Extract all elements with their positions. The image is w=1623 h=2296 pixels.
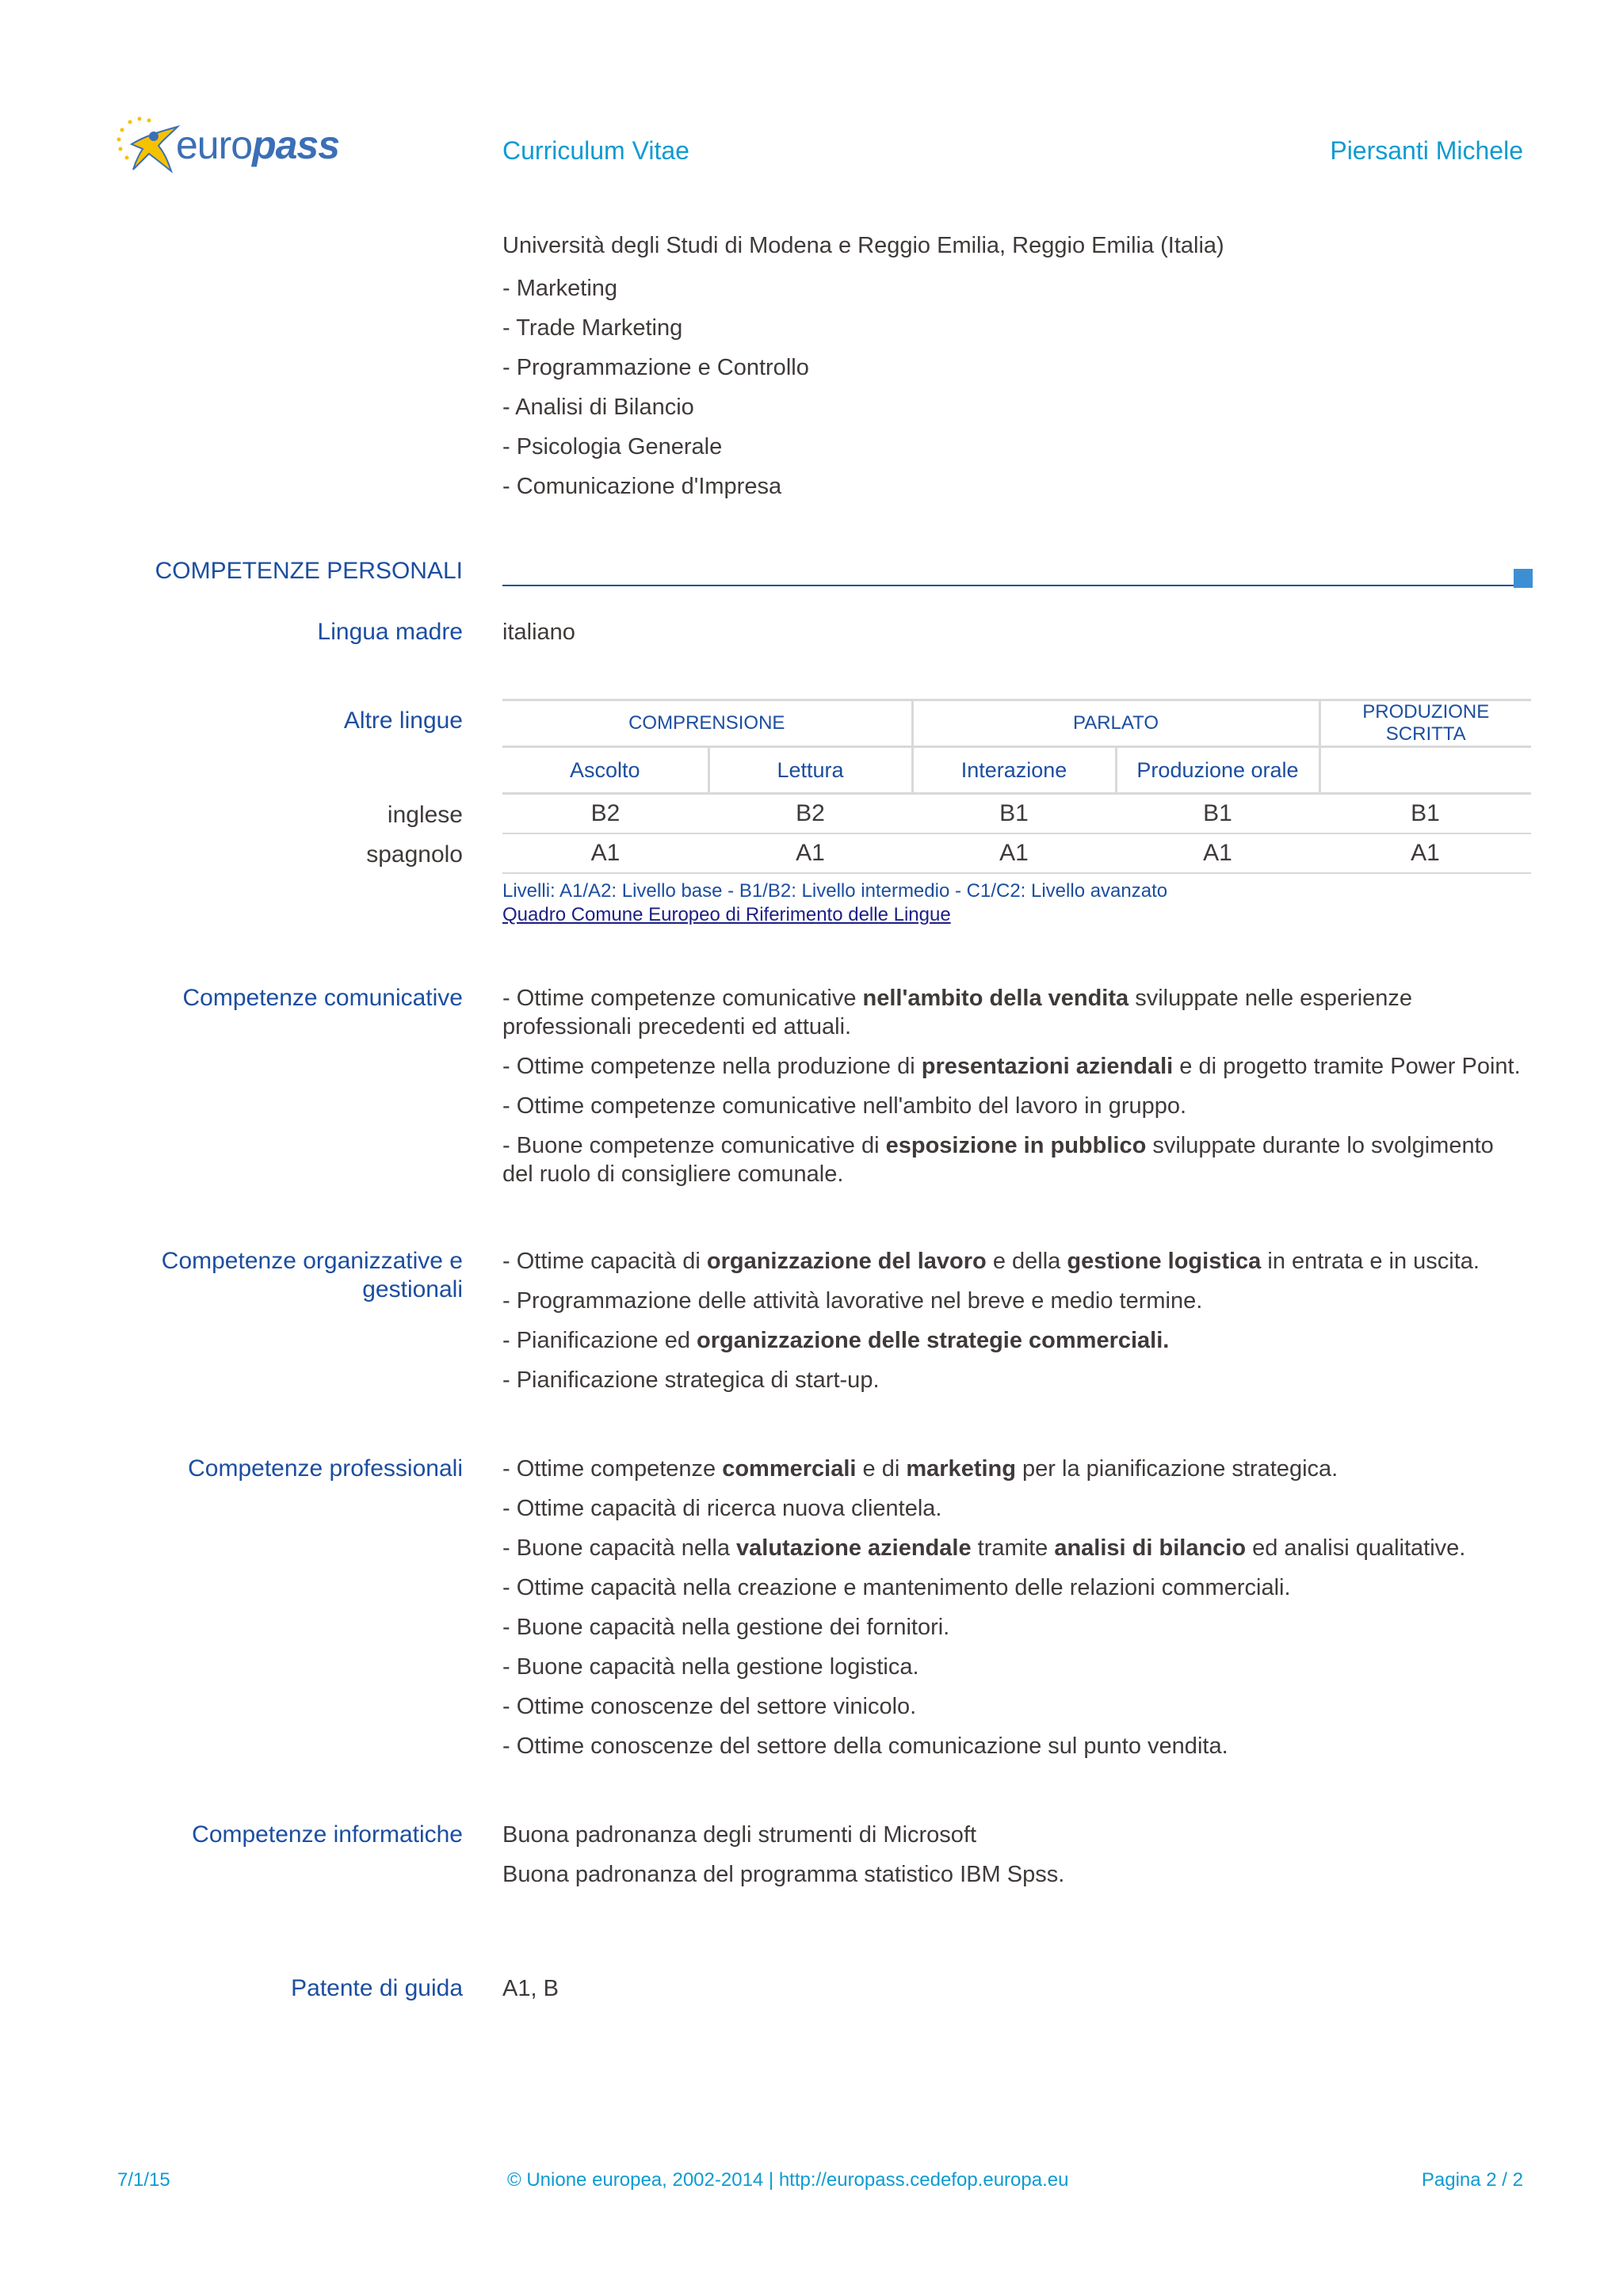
table-row [502, 794, 1531, 834]
table-row [502, 833, 1531, 873]
list-item: - Buone capacità nella gestione logistica. [502, 1654, 919, 1680]
header-writing: PRODUZIONE SCRITTA [1319, 700, 1531, 747]
europass-logo [113, 113, 350, 184]
section-marker [1514, 569, 1533, 588]
license-label: Patente di guida [291, 1975, 463, 2001]
levels-legend [502, 879, 1167, 927]
education-institution: Università degli Studi di Modena e Reggio Emilia, Reggio Emilia (Italia) [502, 233, 1224, 258]
list-item: - Ottime competenze comunicative nell'ambito del lavoro in gruppo. [502, 1093, 1187, 1119]
subheader-interaction: Interazione [912, 747, 1116, 794]
footer-date: 7/1/15 [117, 2169, 170, 2191]
levels-note: Livelli: A1/A2: Livello base - B1/B2: Livello intermedio - C1/C2: Livello avanzato [502, 880, 1168, 902]
subheader-listening: Ascolto [502, 747, 708, 794]
cefr-link[interactable]: Quadro Comune Europeo di Riferimento delle Lingue [502, 904, 951, 925]
header-speaking: PARLATO [912, 700, 1319, 747]
subject-item: - Trade Marketing [502, 315, 683, 341]
list-item: - Ottime competenze comunicative nell'ambito della vendita sviluppate nelle esperienze professionali precedenti ed attuali. [502, 986, 1413, 1039]
subject-item: - Marketing [502, 276, 618, 301]
subheader-reading: Lettura [708, 747, 912, 794]
mother-tongue-value: italiano [502, 620, 575, 645]
communication-label: Competenze comunicative [182, 985, 463, 1011]
list-item: - Ottime conoscenze del settore vinicolo. [502, 1694, 917, 1719]
organization-block [502, 1247, 1529, 1405]
list-item: - Ottime capacità di ricerca nuova clientela. [502, 1496, 942, 1521]
level-cell: B2 [502, 794, 708, 834]
level-cell: A1 [912, 833, 1116, 873]
list-item: - Ottime capacità nella creazione e mantenimento delle relazioni commerciali. [502, 1575, 1291, 1600]
list-item: Buona padronanza degli strumenti di Microsoft [502, 1822, 977, 1848]
language-table [502, 699, 1531, 874]
list-item: - Ottime conoscenze del settore della comunicazione sul punto vendita. [502, 1733, 1228, 1759]
candidate-name: Piersanti Michele [1330, 136, 1523, 165]
mother-tongue-label: Lingua madre [317, 619, 463, 645]
subheader-oral-production: Produzione orale [1116, 747, 1319, 794]
level-cell: A1 [1116, 833, 1319, 873]
subject-item: - Psicologia Generale [502, 434, 723, 460]
subheader-empty [1319, 747, 1531, 794]
level-cell: A1 [502, 833, 708, 873]
it-skills-block [502, 1821, 1529, 1900]
list-item: - Pianificazione ed organizzazione delle strategie commerciali. [502, 1328, 1170, 1353]
level-cell: A1 [708, 833, 912, 873]
organization-label: Competenze organizzative e gestionali [161, 1248, 463, 1302]
level-cell: B1 [1319, 794, 1531, 834]
language-name: spagnolo [366, 841, 463, 868]
subject-item: - Programmazione e Controllo [502, 355, 809, 380]
section-title: COMPETENZE PERSONALI [155, 558, 463, 584]
level-cell: B1 [912, 794, 1116, 834]
list-item: - Pianificazione strategica di start-up. [502, 1367, 880, 1393]
list-item: - Ottime competenze nella produzione di presentazioni aziendali e di progetto tramite Power Point. [502, 1054, 1521, 1079]
header-comprehension: COMPRENSIONE [502, 700, 912, 747]
list-item: - Buone competenze comunicative di esposizione in pubblico sviluppate durante lo svolgimento del ruolo di consigliere comunale. [502, 1133, 1494, 1187]
level-cell: B2 [708, 794, 912, 834]
list-item: Buona padronanza del programma statistico IBM Spss. [502, 1862, 1065, 1887]
list-item: - Buone capacità nella gestione dei fornitori. [502, 1615, 950, 1640]
language-name: inglese [387, 802, 463, 828]
communication-block [502, 984, 1529, 1199]
footer-copyright[interactable]: © Unione europea, 2002-2014 | http://europass.cedefop.europa.eu [507, 2169, 1069, 2191]
it-skills-label: Competenze informatiche [192, 1821, 463, 1848]
subject-item: - Analisi di Bilancio [502, 395, 694, 420]
section-divider [502, 585, 1514, 586]
professional-block [502, 1455, 1529, 1772]
other-languages-label: Altre lingue [343, 707, 463, 734]
education-block [502, 231, 1529, 512]
list-item: - Ottime competenze commerciali e di marketing per la pianificazione strategica. [502, 1456, 1338, 1482]
document-title: Curriculum Vitae [502, 136, 689, 165]
list-item: - Programmazione delle attività lavorative nel breve e medio termine. [502, 1288, 1203, 1314]
subject-item: - Comunicazione d'Impresa [502, 474, 782, 499]
professional-label: Competenze professionali [188, 1455, 463, 1482]
license-value: A1, B [502, 1976, 559, 2001]
footer-page-number: Pagina 2 / 2 [1421, 2169, 1523, 2191]
list-item: - Buone capacità nella valutazione aziendale tramite analisi di bilancio ed analisi qualitative. [502, 1535, 1466, 1561]
level-cell: A1 [1319, 833, 1531, 873]
list-item: - Ottime capacità di organizzazione del lavoro e della gestione logistica in entrata e in uscita. [502, 1249, 1480, 1274]
europass-wordmark: europass [176, 123, 340, 167]
level-cell: B1 [1116, 794, 1319, 834]
